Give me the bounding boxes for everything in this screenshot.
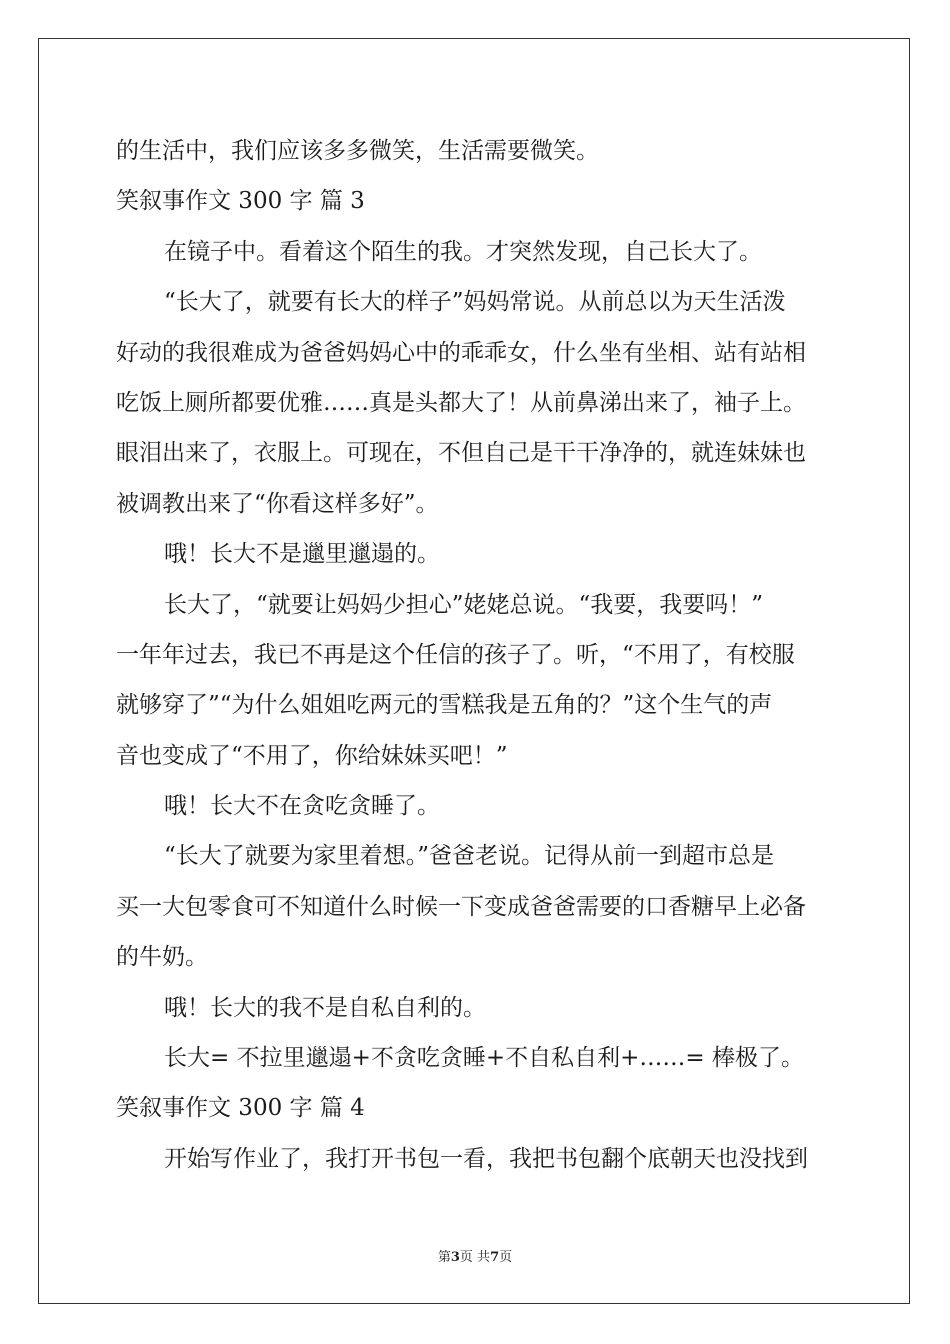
document-body: [116, 126, 836, 1184]
text-line: 音也变成了“不用了，你给妹妹买吧！”: [116, 742, 508, 769]
text-line: 的牛奶。: [116, 944, 208, 971]
total-page-count: 7: [490, 1250, 500, 1265]
text-line: “长大了，就要有长大的样子”妈妈常说。从前总以为天生活泼: [164, 289, 786, 316]
text-line: 好动的我很难成为爸爸妈妈心中的乖乖女，什么坐有坐相、站有站相: [116, 339, 806, 366]
text-line: 被调教出来了“你看这样多好”。: [116, 490, 439, 517]
text-line: 开始写作业了，我打开书包一看，我把书包翻个底朝天也没找到: [164, 1145, 808, 1172]
footer-suffix: 页: [499, 1250, 513, 1265]
page-footer: [0, 1246, 950, 1265]
footer-prefix: 第: [437, 1250, 451, 1265]
text-line: 哦！长大的我不是自私自利的。: [164, 994, 486, 1021]
text-line: 买一大包零食可不知道什么时候一下变成爸爸需要的口香糖早上必备: [116, 893, 806, 920]
current-page-number: 3: [450, 1250, 460, 1265]
text-line: 就够穿了”“为什么姐姐吃两元的雪糕我是五角的？”这个生气的声: [116, 692, 773, 719]
text-line: 的生活中，我们应该多多微笑，生活需要微笑。: [116, 138, 599, 164]
text-line: 在镜子中。看着这个陌生的我。才突然发现，自己长大了。: [164, 238, 762, 265]
text-line: 长大= 不拉里邋遢+不贪吃贪睡+不自私自利+……= 棒极了。: [164, 1045, 804, 1072]
text-line: 笑叙事作文 300 字 篇 4: [116, 1095, 365, 1122]
text-line: 长大了，“就要让妈妈少担心”姥姥总说。“我要，我要吗！”: [164, 591, 764, 618]
text-line: 吃饭上厕所都要优雅……真是头都大了！从前鼻涕出来了，袖子上。: [116, 389, 806, 416]
text-line: 一年年过去，我已不再是这个任信的孩子了。听，“不用了，有校服: [116, 641, 795, 668]
text-line: 笑叙事作文 300 字 篇 3: [116, 188, 365, 215]
text-line: 哦！长大不在贪吃贪睡了。: [164, 793, 440, 820]
text-line: 眼泪出来了，衣服上。可现在，不但自己是干干净净的，就连妹妹也: [116, 440, 806, 467]
text-line: “长大了就要为家里着想。”爸爸老说。记得从前一到超市总是: [164, 843, 775, 870]
footer-mid: 页 共: [459, 1250, 491, 1265]
text-line: 哦！长大不是邋里邋遢的。: [164, 541, 440, 568]
